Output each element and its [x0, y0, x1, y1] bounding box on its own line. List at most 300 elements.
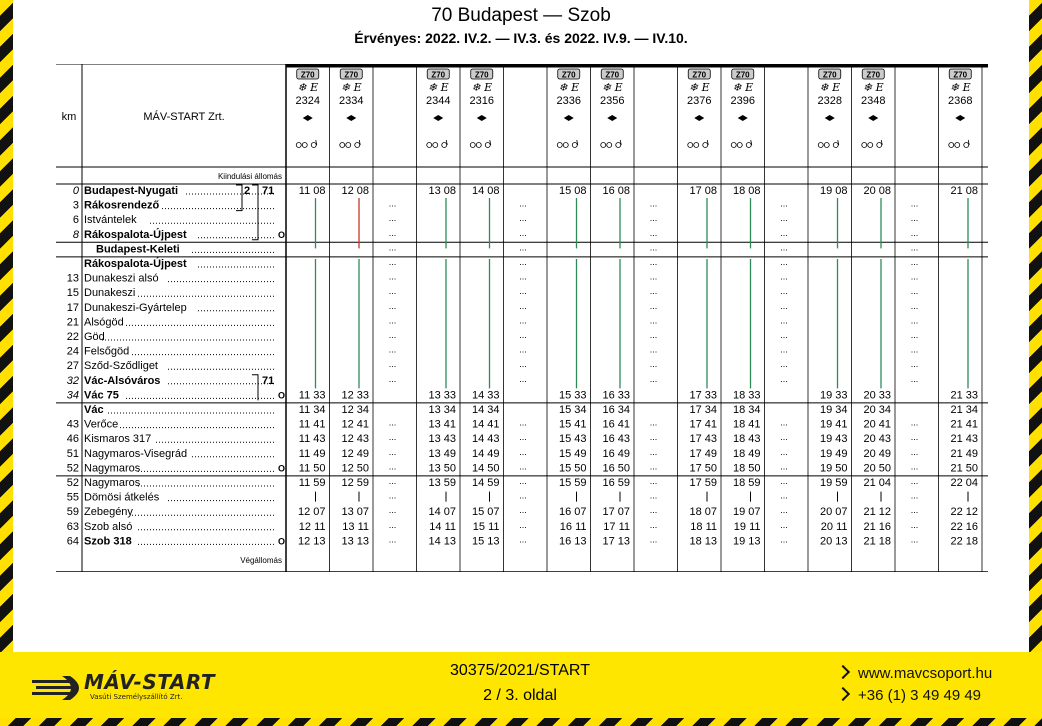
departure-time: 18 41 [732, 418, 761, 431]
gap-marker: ... [388, 300, 397, 311]
departure-time: 11 50 [298, 462, 326, 475]
gap-marker: ... [780, 534, 788, 545]
departure-time: 12 49 [341, 447, 369, 460]
gap-marker: ... [910, 490, 919, 501]
gap-marker: ... [388, 417, 397, 428]
bicycle-icon [557, 143, 562, 148]
departure-time: 11 08 [298, 185, 326, 197]
departure-time: 21 18 [863, 535, 891, 548]
hazard-stripe-left [0, 0, 13, 660]
departure-time: 21 12 [863, 506, 891, 519]
station-km: 64 [66, 535, 79, 548]
train-category: Z70 [866, 70, 881, 80]
gap-marker: ... [910, 446, 919, 457]
line-ref: 2 [244, 185, 251, 197]
departure-time: 11 33 [298, 389, 326, 402]
station-name: Dömösi átkelés [84, 491, 160, 504]
train-category: Z70 [300, 70, 315, 80]
gap-marker: ... [388, 505, 397, 516]
service-symbols: ❄ E [558, 81, 580, 94]
service-symbols: ❄ E [732, 81, 754, 94]
departure-time: 12 41 [341, 418, 369, 431]
station-km: 0 [72, 185, 79, 197]
train-number: 2348 [861, 95, 886, 107]
bicycle-icon [949, 143, 954, 148]
departure-time: 22 18 [950, 535, 978, 548]
service-symbols: ❄ E [819, 81, 841, 94]
hazard-stripe-right [1029, 0, 1042, 660]
wheelchair-icon [833, 143, 838, 148]
wheelchair-icon [964, 143, 969, 148]
wheelchair-icon [746, 143, 751, 148]
gap-marker: ... [388, 446, 397, 457]
gap-marker: ... [910, 534, 919, 545]
gap-marker: ... [519, 227, 527, 238]
gap-marker: ... [780, 213, 788, 224]
direction-icon [346, 115, 356, 121]
departure-time: 18 08 [732, 185, 761, 197]
departure-time: 20 41 [863, 418, 891, 431]
station-name: Nagymaros [84, 462, 141, 475]
departure-time: 13 49 [428, 447, 456, 460]
gap-marker: ... [780, 373, 788, 384]
gap-marker: ... [910, 330, 919, 340]
terminal-mark: O [278, 536, 286, 547]
gap-marker: ... [780, 344, 788, 355]
departure-time: 13 41 [428, 418, 456, 431]
direction-icon [564, 115, 574, 121]
departure-time: 18 49 [732, 447, 761, 460]
gap-marker: ... [388, 271, 397, 282]
departure-time: 15 11 [472, 520, 500, 533]
bicycle-icon [470, 143, 475, 148]
train-number: 2396 [730, 95, 755, 107]
departure-time: 16 49 [602, 447, 630, 460]
departure-time: 14 50 [471, 462, 500, 475]
station-name: Budapest-Keleti [96, 243, 180, 256]
departure-time: 18 34 [732, 404, 761, 416]
gap-marker: ... [780, 198, 788, 209]
departure-time: 13 34 [428, 404, 456, 416]
gap-marker: ... [388, 242, 397, 253]
page-number: 2 / 3. oldal [483, 687, 557, 704]
departure-time: 12 50 [341, 462, 369, 475]
direction-icon [303, 115, 313, 121]
departure-time: 20 08 [863, 185, 891, 197]
gap-marker: ... [388, 344, 397, 355]
departure-time: 18 07 [689, 506, 717, 519]
gap-marker: ... [910, 271, 919, 282]
gap-marker: ... [780, 257, 788, 267]
gap-marker: ... [649, 476, 658, 486]
gap-marker: ... [649, 257, 658, 267]
gap-marker: ... [910, 315, 919, 326]
train-category: Z70 [822, 70, 837, 80]
train-category: Z70 [431, 70, 446, 80]
gap-marker: ... [910, 461, 919, 472]
service-symbols: ❄ E [471, 81, 493, 94]
station-km: 21 [66, 316, 79, 329]
line-bracket [252, 185, 258, 240]
gap-marker: ... [388, 330, 397, 340]
gap-marker: ... [519, 213, 527, 224]
station-km: 32 [66, 374, 79, 387]
service-symbols: ❄ E [862, 81, 884, 94]
gap-marker: ... [910, 373, 919, 384]
bicycle-icon [731, 143, 736, 148]
station-name: Verőce [84, 418, 119, 431]
line-ref: 71 [262, 185, 275, 197]
departure-time: 13 07 [341, 506, 369, 519]
departure-time: 18 59 [732, 477, 761, 489]
gap-marker: ... [649, 446, 658, 457]
departure-time: 12 08 [341, 185, 369, 197]
gap-marker: ... [388, 519, 397, 530]
departure-time: 14 41 [471, 418, 500, 431]
gap-marker: ... [519, 476, 527, 486]
station-km: 6 [72, 214, 79, 227]
gap-marker: ... [780, 242, 788, 253]
departure-time: 21 33 [950, 389, 978, 402]
station-name: Budapest-Nyugati [84, 185, 179, 197]
website-link[interactable] [838, 665, 992, 682]
departure-time: 17 33 [689, 389, 717, 402]
timetable [56, 64, 988, 572]
station-km: 59 [66, 506, 79, 519]
service-symbols: ❄ E [688, 81, 710, 94]
gap-marker: ... [910, 257, 919, 267]
gap-marker: ... [388, 476, 397, 486]
station-name: Rákosrendező [84, 199, 160, 212]
departure-time: 13 50 [428, 462, 456, 475]
origin-label: Kiindulási állomás [217, 172, 282, 181]
departure-time: 18 43 [732, 433, 761, 446]
station-name: Szob 318 [84, 535, 132, 548]
station-km: 52 [66, 477, 79, 489]
gap-marker: ... [780, 476, 788, 486]
bicycle-icon [818, 143, 823, 148]
gap-marker: ... [519, 519, 527, 530]
departure-time: 15 13 [471, 535, 500, 548]
departure-time: 14 07 [428, 506, 456, 519]
departure-time: 18 33 [732, 389, 761, 402]
departure-time: 14 43 [471, 433, 500, 446]
gap-marker: ... [649, 286, 658, 297]
gap-marker: ... [649, 330, 658, 340]
gap-marker: ... [910, 286, 919, 297]
departure-time: 16 50 [602, 462, 630, 475]
departure-time: 11 49 [298, 447, 326, 460]
departure-time: 18 11 [690, 520, 717, 533]
train-number: 2368 [948, 95, 973, 107]
departure-time: 17 49 [689, 447, 717, 460]
service-symbols: ❄ E [427, 81, 449, 94]
station-name: Dunakeszi [84, 287, 136, 300]
bicycle-icon [955, 143, 960, 148]
departure-time: 17 13 [602, 535, 630, 548]
gap-marker: ... [649, 534, 658, 545]
gap-marker: ... [780, 359, 788, 370]
departure-time: 15 08 [558, 185, 587, 197]
gap-marker: ... [649, 213, 658, 224]
departure-time: 14 08 [471, 185, 500, 197]
station-km: 63 [66, 520, 79, 533]
direction-icon [955, 115, 965, 121]
gap-marker: ... [649, 519, 658, 530]
train-category: Z70 [953, 70, 968, 80]
logo-wordmark: MÁV-START [84, 670, 215, 694]
gap-marker: ... [780, 446, 788, 457]
phone-text: +36 (1) 3 49 49 49 [858, 687, 982, 704]
departure-time: 19 13 [732, 535, 761, 548]
station-name: Vác 75 [84, 389, 119, 402]
gap-marker: ... [519, 432, 527, 443]
station-name: Rákospalota-Újpest [84, 258, 187, 270]
gap-marker: ... [649, 344, 658, 355]
departure-time: 21 41 [950, 418, 978, 431]
gap-marker: ... [388, 359, 397, 370]
station-name: Dunakeszi alsó [84, 272, 159, 285]
departure-time: 15 43 [558, 433, 587, 446]
station-name: Göd [84, 331, 105, 343]
gap-marker: ... [388, 432, 397, 443]
direction-icon [433, 115, 443, 121]
terminal-mark: O [278, 229, 286, 240]
gap-marker: ... [519, 505, 527, 516]
gap-marker: ... [388, 213, 397, 224]
departure-time: 19 34 [819, 404, 848, 416]
service-symbols: ❄ E [340, 81, 362, 94]
departure-time: 18 50 [732, 462, 761, 475]
station-name: Zebegény [84, 506, 133, 519]
departure-time: 15 49 [558, 447, 587, 460]
departure-time: 19 07 [732, 506, 761, 519]
gap-marker: ... [519, 373, 527, 384]
station-km: 17 [66, 301, 79, 314]
station-km: 3 [72, 199, 79, 212]
arrow-right-icon [836, 687, 850, 701]
bicycle-icon [737, 143, 742, 148]
bicycle-icon [340, 143, 345, 148]
departure-time: 20 34 [863, 404, 891, 416]
station-name: Kismaros 317 [84, 433, 152, 446]
gap-marker: ... [519, 446, 527, 457]
website-text: www.mavcsoport.hu [858, 665, 993, 682]
departure-time: 19 49 [819, 447, 848, 460]
gap-marker: ... [780, 315, 788, 326]
gap-marker: ... [649, 490, 658, 501]
departure-time: 11 41 [298, 418, 326, 431]
station-km: 51 [66, 447, 79, 460]
departure-time: 18 13 [689, 535, 717, 548]
departure-time: 12 59 [341, 477, 369, 489]
page-title: 70 Budapest — Szob [431, 5, 611, 26]
train-category: Z70 [735, 70, 750, 80]
gap-marker: ... [388, 286, 397, 297]
gap-marker: ... [910, 227, 919, 238]
departure-time: 11 59 [298, 477, 326, 489]
logo-subtitle: Vasúti Személyszállító Zrt. [90, 693, 183, 701]
gap-marker: ... [649, 198, 658, 209]
departure-time: 21 34 [950, 404, 978, 416]
gap-marker: ... [649, 461, 658, 472]
departure-time: 20 43 [863, 433, 891, 446]
departure-time: 11 43 [298, 433, 326, 446]
bicycle-icon [601, 143, 606, 148]
station-km: 46 [66, 433, 79, 446]
hazard-stripe-bottom [0, 718, 1042, 726]
station-name: Dunakeszi-Gyártelep [84, 301, 187, 314]
gap-marker: ... [780, 461, 788, 472]
gap-marker: ... [519, 490, 527, 501]
departure-time: 16 11 [559, 520, 587, 533]
bicycle-icon [607, 143, 612, 148]
departure-time: 19 59 [819, 477, 848, 489]
departure-time: 20 13 [819, 535, 848, 548]
gap-marker: ... [519, 461, 527, 472]
wheelchair-icon [877, 143, 882, 148]
station-name: Felsőgöd [84, 345, 130, 358]
document-id: 30375/2021/START [450, 662, 590, 679]
wheelchair-icon [485, 143, 490, 148]
gap-marker: ... [388, 198, 397, 209]
departure-time: 21 08 [950, 185, 978, 197]
gap-marker: ... [910, 476, 919, 486]
gap-marker: ... [388, 490, 397, 501]
departure-time: 14 49 [471, 447, 500, 460]
gap-marker: ... [519, 257, 527, 267]
departure-time: 14 59 [471, 477, 500, 489]
gap-marker: ... [649, 432, 658, 443]
gap-marker: ... [780, 432, 788, 443]
gap-marker: ... [780, 271, 788, 282]
station-km: 34 [66, 389, 79, 402]
departure-time: 21 49 [950, 447, 978, 460]
train-number: 2324 [295, 95, 320, 107]
wheelchair-icon [311, 143, 316, 148]
validity-period: Érvényes: 2022. IV.2. — IV.3. és 2022. IV.9. — IV.10. [354, 30, 688, 46]
train-category: Z70 [561, 70, 576, 80]
departure-time: 19 41 [819, 418, 848, 431]
departure-time: 19 11 [733, 520, 761, 533]
station-name: Nagymaros-Visegrád [84, 447, 188, 460]
gap-marker: ... [780, 300, 788, 311]
departure-time: 17 59 [689, 477, 717, 489]
station-km: 27 [66, 360, 79, 373]
gap-marker: ... [649, 300, 658, 311]
gap-marker: ... [780, 286, 788, 297]
departure-time: 13 33 [428, 389, 456, 402]
gap-marker: ... [910, 519, 919, 530]
departure-time: 15 59 [558, 477, 587, 489]
terminal-mark: O [278, 390, 286, 401]
gap-marker: ... [388, 227, 397, 238]
departure-time: 16 07 [558, 506, 587, 519]
station-km: 22 [66, 331, 79, 343]
gap-marker: ... [388, 461, 397, 472]
departure-time: 17 07 [602, 506, 630, 519]
gap-marker: ... [910, 300, 919, 311]
departure-time: 12 33 [341, 389, 369, 402]
gap-marker: ... [649, 315, 658, 326]
gap-marker: ... [519, 271, 527, 282]
gap-marker: ... [519, 359, 527, 370]
departure-time: 17 41 [689, 418, 717, 431]
destination-label: Végállomás [240, 556, 282, 565]
bicycle-icon [296, 143, 301, 148]
departure-time: 22 12 [950, 506, 978, 519]
bicycle-icon [433, 143, 438, 148]
gap-marker: ... [519, 300, 527, 311]
departure-time: 12 07 [297, 506, 326, 519]
gap-marker: ... [780, 519, 788, 530]
direction-icon [694, 115, 704, 121]
train-number: 2334 [339, 95, 364, 107]
departure-time: 13 43 [428, 433, 456, 446]
departure-time: 11 34 [298, 404, 326, 416]
departure-time: 20 11 [820, 520, 848, 533]
gap-marker: ... [519, 534, 527, 545]
departure-time: 21 43 [950, 433, 978, 446]
bicycle-icon [824, 143, 829, 148]
departure-time: 17 34 [689, 404, 717, 416]
departure-time: 21 16 [863, 520, 891, 533]
gap-marker: ... [519, 198, 527, 209]
departure-time: 16 41 [602, 418, 630, 431]
gap-marker: ... [910, 359, 919, 370]
departure-time: 20 49 [863, 447, 891, 460]
train-number: 2376 [687, 95, 712, 107]
departure-time: 15 07 [471, 506, 500, 519]
station-name: Vác [84, 404, 104, 416]
departure-time: 21 04 [863, 477, 891, 489]
train-number: 2316 [469, 95, 494, 107]
bicycle-icon [868, 143, 873, 148]
departure-time: 16 08 [602, 185, 630, 197]
departure-time: 16 13 [558, 535, 587, 548]
wheelchair-icon [572, 143, 577, 148]
gap-marker: ... [780, 227, 788, 238]
bicycle-icon [346, 143, 351, 148]
gap-marker: ... [649, 242, 658, 253]
departure-time: 12 43 [341, 433, 369, 446]
direction-icon [868, 115, 878, 121]
gap-marker: ... [388, 373, 397, 384]
station-km: 15 [66, 287, 79, 300]
station-name: Rákospalota-Újpest [84, 228, 187, 241]
gap-marker: ... [780, 490, 788, 501]
departure-time: 20 50 [863, 462, 891, 475]
service-symbols: ❄ E [297, 81, 319, 94]
arrow-right-icon [836, 665, 850, 679]
gap-marker: ... [519, 417, 527, 428]
gap-marker: ... [519, 242, 527, 253]
departure-time: 17 50 [689, 462, 717, 475]
departure-time: 13 59 [428, 477, 456, 489]
gap-marker: ... [780, 417, 788, 428]
departure-time: 17 43 [689, 433, 717, 446]
gap-marker: ... [780, 330, 788, 340]
gap-marker: ... [910, 417, 919, 428]
bicycle-icon [476, 143, 481, 148]
gap-marker: ... [910, 432, 919, 443]
gap-marker: ... [780, 505, 788, 516]
gap-marker: ... [649, 227, 658, 238]
direction-icon [477, 115, 487, 121]
train-category: Z70 [605, 70, 620, 80]
direction-icon [825, 115, 835, 121]
gap-marker: ... [910, 213, 919, 224]
